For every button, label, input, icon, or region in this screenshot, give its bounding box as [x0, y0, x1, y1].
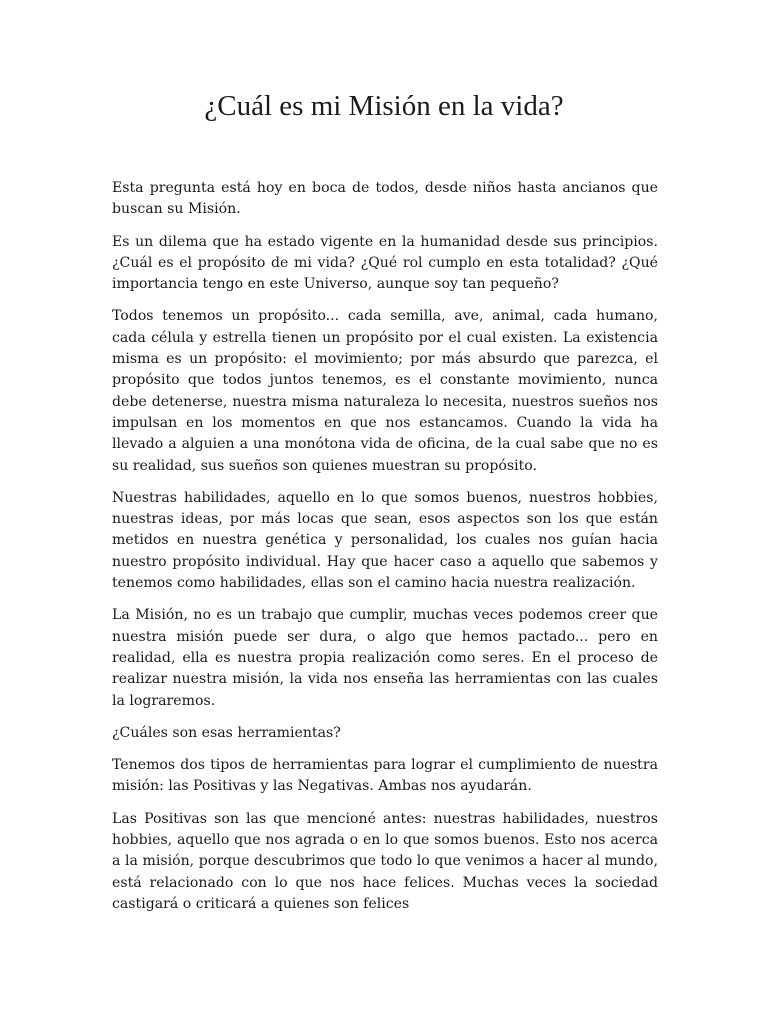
paragraph: Nuestras habilidades, aquello en lo que somos buenos, nuestros hobbies, nuestras ideas, por más locas que sean, esos aspectos son los que están metidos en nuestra genética y personalidad, los cuales nos guían hacia nuestro propósito individual. Hay que hacer caso a aquello que sabemos y tenemos como habilidades, ellas son el camino hacia nuestra realización. [112, 489, 658, 592]
paragraph: Esta pregunta está hoy en boca de todos, desde niños hasta ancianos que buscan su Misión. [112, 180, 658, 218]
paragraph: ¿Cuáles son esas herramientas? [112, 724, 341, 741]
document-title: ¿Cuál es mi Misión en la vida? [204, 90, 564, 122]
document-body [112, 178, 658, 926]
paragraph: Todos tenemos un propósito... cada semilla, ave, animal, cada humano, cada célula y estrella tienen un propósito por el cual existen. La existencia misma es un propósito: el movimiento; por más absurdo que parezca, el propósito que todos juntos tenemos, es el constante movimiento, nunca debe detenerse, nuestra misma naturaleza lo necesita, nuestros sueños nos impulsan en los momentos en que nos estancamos. Cuando la vida ha llevado a alguien a una monótona vida de oficina, de la cual sabe que no es su realidad, sus sueños son quienes muestran su propósito. [112, 308, 658, 474]
paragraph: Tenemos dos tipos de herramientas para lograr el cumplimiento de nuestra misión: las Positivas y las Negativas. Ambas nos ayudarán. [112, 757, 658, 795]
paragraph: Es un dilema que ha estado vigente en la humanidad desde sus principios. ¿Cuál es el propósito de mi vida? ¿Qué rol cumplo en esta totalidad? ¿Qué importancia tengo en este Universo, aunque soy tan pequeño? [112, 233, 658, 293]
paragraph: La Misión, no es un trabajo que cumplir, muchas veces podemos creer que nuestra misión puede ser dura, o algo que hemos pactado... pero en realidad, ella es nuestra propia realización como seres. En el proceso de realizar nuestra misión, la vida nos enseña las herramientas con las cuales la lograremos. [112, 607, 658, 709]
paragraph: Las Positivas son las que mencioné antes: nuestras habilidades, nuestros hobbies, aquello que nos agrada o en lo que somos buenos. Esto nos acerca a la misión, porque descubrimos que todo lo que venimos a hacer al mundo, está relacionado con lo que nos hace felices. Muchas veces la sociedad castigará o criticará a quienes son felices [112, 810, 658, 912]
